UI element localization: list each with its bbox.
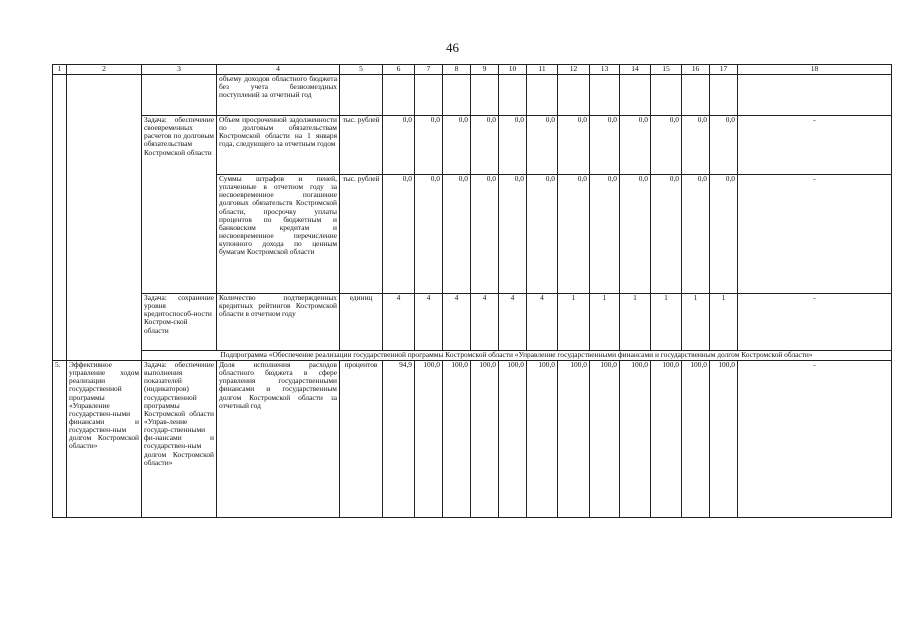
unit-cell: процентов (340, 361, 383, 518)
value-cell: 100,0 (651, 361, 682, 518)
value-cell: 100,0 (527, 361, 558, 518)
value-cell: 0,0 (415, 116, 443, 175)
value-cell: 100,0 (443, 361, 471, 518)
task-cell (142, 75, 217, 116)
value-cell (383, 75, 415, 116)
unit-cell (340, 75, 383, 116)
value-cell: 0,0 (527, 175, 558, 294)
value-cell: 4 (527, 294, 558, 351)
column-header: 13 (590, 65, 620, 75)
column-header: 16 (682, 65, 710, 75)
value-cell: 4 (415, 294, 443, 351)
value-cell (527, 75, 558, 116)
unit-cell: единиц (340, 294, 383, 351)
value-cell: 0,0 (499, 175, 527, 294)
indicator-cell: Доля исполнения расходов областного бюджета в сфере управления государственными финансами и государственным долгом Костромской области за отчетный год (217, 361, 340, 518)
value-cell: 0,0 (443, 175, 471, 294)
note-cell: - (738, 361, 892, 518)
value-cell (620, 75, 651, 116)
column-header: 12 (558, 65, 590, 75)
subprogram-heading-row (53, 351, 892, 361)
column-header: 15 (651, 65, 682, 75)
value-cell: 100,0 (710, 361, 738, 518)
unit-cell: тыс. рублей (340, 116, 383, 175)
goal-cell (67, 75, 142, 361)
column-header: 11 (527, 65, 558, 75)
column-header: 2 (67, 65, 142, 75)
row-number-cell: 5. (53, 361, 67, 518)
value-cell: 100,0 (471, 361, 499, 518)
value-cell: 100,0 (682, 361, 710, 518)
value-cell: 0,0 (620, 116, 651, 175)
value-cell: 0,0 (651, 175, 682, 294)
value-cell: 100,0 (620, 361, 651, 518)
value-cell: 0,0 (471, 116, 499, 175)
value-cell (499, 75, 527, 116)
value-cell: 4 (383, 294, 415, 351)
column-header: 17 (710, 65, 738, 75)
unit-cell: тыс. рублей (340, 175, 383, 294)
column-header: 5 (340, 65, 383, 75)
value-cell: 0,0 (415, 175, 443, 294)
task-cell: Задача: обеспечение выполнения показателей (индикаторов) государственной программы Костромской области «Управ-ление государ-ственными фи-нансами и государствен-ным долгом Костромской области» (142, 361, 217, 518)
row-number-cell (53, 75, 67, 361)
column-header: 1 (53, 65, 67, 75)
value-cell: 1 (682, 294, 710, 351)
value-cell: 0,0 (383, 175, 415, 294)
note-cell: - (738, 175, 892, 294)
value-cell: 94,9 (383, 361, 415, 518)
value-cell: 4 (499, 294, 527, 351)
note-cell: - (738, 116, 892, 175)
table-row (53, 294, 892, 351)
indicator-cell: Количество подтвержденных кредитных рейтингов Костромской области в отчетном году (217, 294, 340, 351)
table-row (53, 116, 892, 175)
value-cell: 0,0 (682, 175, 710, 294)
subprogram-heading: Подпрограмма «Обеспечение реализации государственной программы Костромской области «Управление государственными финансами и государственным долгом Костромской области» (142, 351, 892, 361)
column-header: 3 (142, 65, 217, 75)
value-cell: 1 (620, 294, 651, 351)
indicators-table (52, 64, 892, 518)
value-cell: 4 (443, 294, 471, 351)
value-cell: 0,0 (710, 175, 738, 294)
column-header: 14 (620, 65, 651, 75)
value-cell: 0,0 (471, 175, 499, 294)
value-cell: 0,0 (383, 116, 415, 175)
page-number: 46 (446, 40, 459, 55)
value-cell: 0,0 (443, 116, 471, 175)
value-cell: 0,0 (620, 175, 651, 294)
indicator-cell: Объем просроченной задолженности по долговым обязательствам Костромской области на 1 января года, следующего за отчетным годом (217, 116, 340, 175)
value-cell: 0,0 (651, 116, 682, 175)
note-cell (738, 75, 892, 116)
column-header: 7 (415, 65, 443, 75)
value-cell: 1 (590, 294, 620, 351)
value-cell (443, 75, 471, 116)
value-cell: 1 (710, 294, 738, 351)
value-cell: 0,0 (682, 116, 710, 175)
value-cell: 1 (558, 294, 590, 351)
value-cell: 4 (471, 294, 499, 351)
value-cell: 100,0 (499, 361, 527, 518)
column-number-row (53, 65, 892, 75)
value-cell: 100,0 (415, 361, 443, 518)
value-cell (558, 75, 590, 116)
column-header: 10 (499, 65, 527, 75)
value-cell (651, 75, 682, 116)
goal-cell: Эффективное управление ходом реализации государственной программы «Управление государствен-ными финансами и государствен-ным долгом Костромской области» (67, 361, 142, 518)
task-cell: Задача: сохранение уровня кредитоспособ-ности Костром-ской области (142, 294, 217, 351)
value-cell: 0,0 (558, 175, 590, 294)
value-cell: 0,0 (590, 116, 620, 175)
indicator-cell: Суммы штрафов и пеней, уплаченные в отчетном году за несвоевременное погашение долговых обязательств Костромской области, просрочку уплаты процентов по бюджетным и банковским кредитам и несвоевременное перечисление купонного дохода по ценным бумагам Костромской области (217, 175, 340, 294)
indicator-cell: объему доходов областного бюджета без учета безвозмездных поступлений за отчетный год (217, 75, 340, 116)
value-cell: 0,0 (499, 116, 527, 175)
column-header: 4 (217, 65, 340, 75)
column-header: 6 (383, 65, 415, 75)
column-header: 9 (471, 65, 499, 75)
value-cell: 0,0 (558, 116, 590, 175)
note-cell: - (738, 294, 892, 351)
column-header: 8 (443, 65, 471, 75)
value-cell (710, 75, 738, 116)
value-cell (590, 75, 620, 116)
value-cell (471, 75, 499, 116)
value-cell: 0,0 (590, 175, 620, 294)
value-cell (682, 75, 710, 116)
value-cell: 0,0 (527, 116, 558, 175)
value-cell: 100,0 (558, 361, 590, 518)
table-row (53, 361, 892, 518)
table-row (53, 75, 892, 116)
value-cell (415, 75, 443, 116)
value-cell: 100,0 (590, 361, 620, 518)
task-cell: Задача: обеспечение своевременных расчетов по долговым обязательствам Костромской области (142, 116, 217, 294)
value-cell: 1 (651, 294, 682, 351)
column-header: 18 (738, 65, 892, 75)
value-cell: 0,0 (710, 116, 738, 175)
